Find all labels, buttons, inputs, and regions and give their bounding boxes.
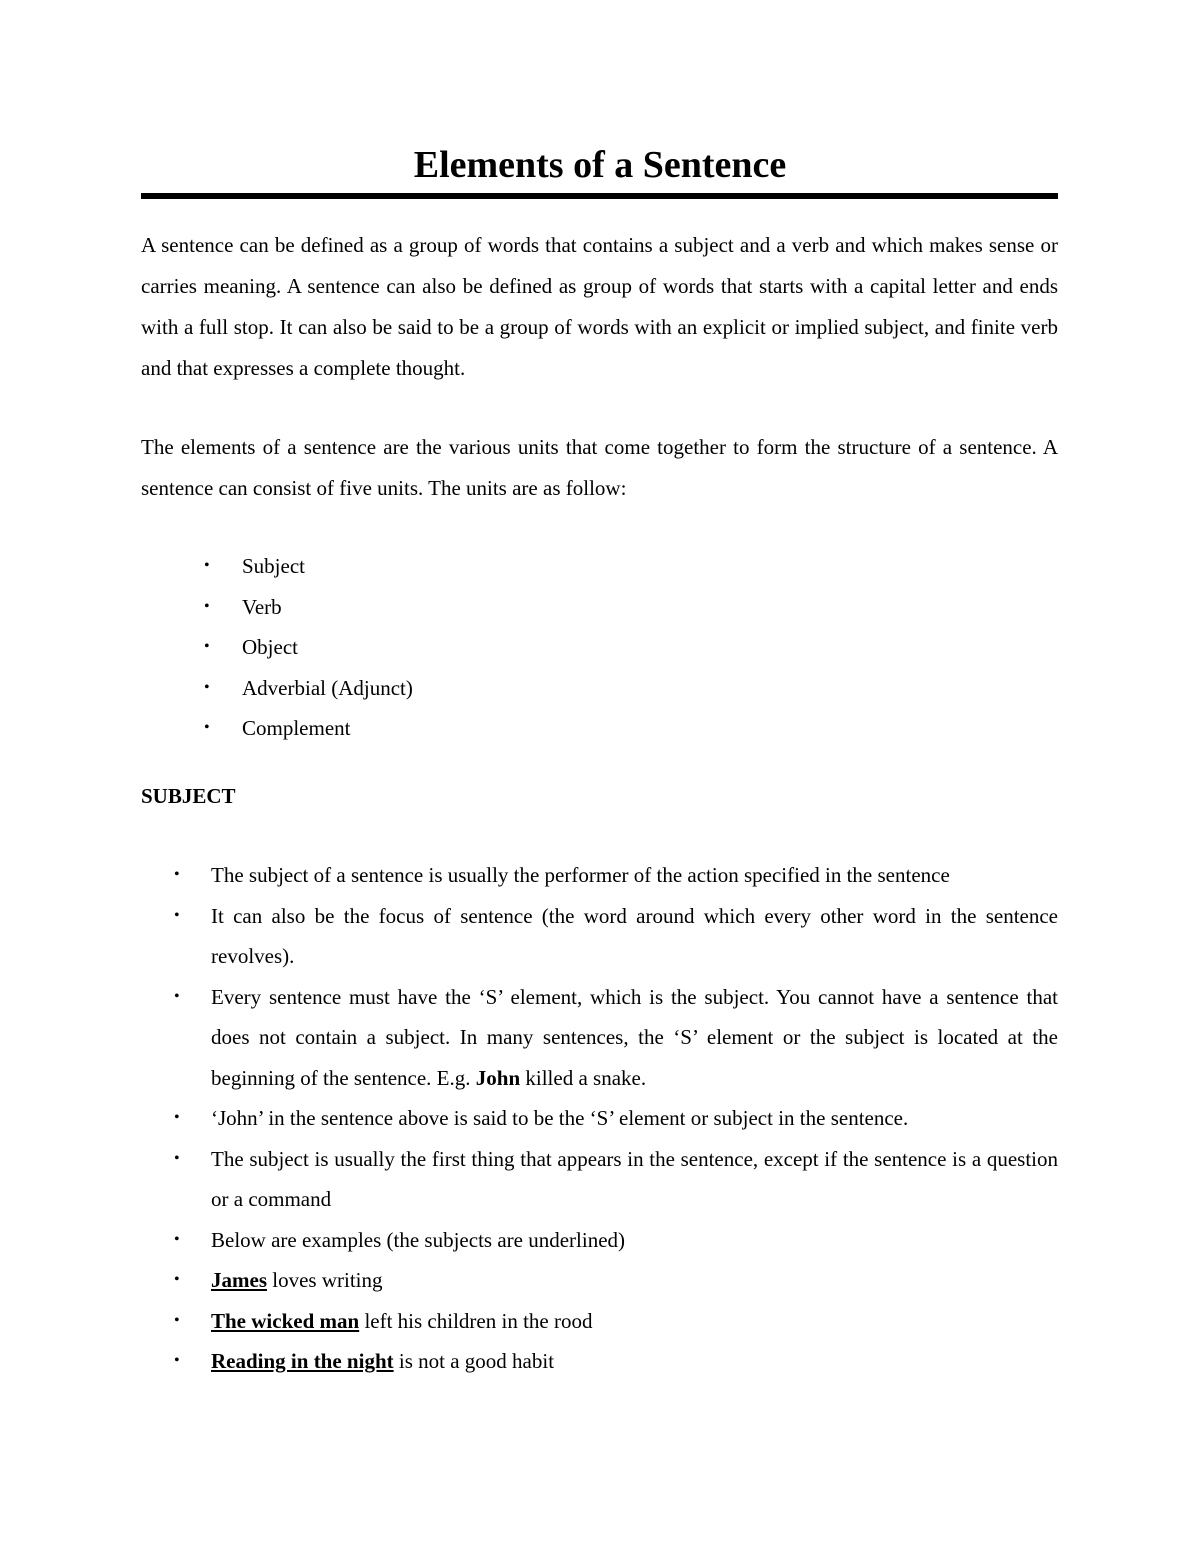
bullet-icon: • — [174, 906, 180, 924]
point-text: It can also be the focus of sentence (the word around which every other word in the sentence revolves). — [211, 903, 1058, 968]
subject-points-list — [174, 855, 1058, 1382]
point-text: Below are examples (the subjects are underlined) — [211, 1227, 626, 1252]
example-rest: left his children in the rood — [359, 1308, 593, 1333]
list-item — [174, 896, 1058, 977]
point-text: ‘John’ in the sentence above is said to be the ‘S’ element or subject in the sentence. — [211, 1106, 909, 1130]
elements-paragraph: The elements of a sentence are the various units that come together to form the structure of a sentence. A sentence can consist of five units. The units are as follow: — [141, 435, 1058, 500]
bullet-icon: • — [174, 987, 180, 1005]
example-subject: Reading in the night — [211, 1349, 394, 1373]
point-text-tail: killed a snake. — [520, 1065, 647, 1090]
bullet-icon: • — [204, 719, 210, 736]
units-list — [204, 546, 942, 749]
subject-heading: SUBJECT — [141, 784, 236, 808]
list-item — [174, 1098, 1058, 1139]
bullet-icon: • — [174, 1352, 180, 1369]
point-text: The subject of a sentence is usually the performer of the action specified in the sentence — [211, 863, 950, 887]
list-item — [204, 546, 942, 587]
list-item — [174, 1220, 1058, 1261]
bullet-icon: • — [174, 1271, 180, 1288]
example-item — [174, 1260, 1058, 1301]
intro-paragraph: A sentence can be defined as a group of words that contains a subject and a verb and which makes sense or carries meaning. A sentence can also be defined as group of words that starts with a capital letter and ends with a full stop. It can also be said to be a group of words with an explicit or implied subject, and finite verb and that expresses a complete thought. — [141, 233, 1058, 380]
bullet-icon: • — [204, 638, 210, 655]
list-item — [204, 587, 942, 628]
bullet-icon: • — [174, 1230, 180, 1248]
page-title: Elements of a Sentence — [413, 144, 787, 186]
bullet-icon: • — [174, 1109, 180, 1126]
bullet-icon: • — [174, 1149, 180, 1167]
bullet-icon: • — [204, 597, 210, 615]
example-subject: James — [211, 1268, 267, 1292]
example-item — [174, 1341, 1058, 1382]
point-text: The subject is usually the first thing that appears in the sentence, except if the sentence is a question or a command — [211, 1146, 1058, 1211]
bullet-icon: • — [174, 1311, 180, 1329]
point-text: Every sentence must have the ‘S’ element, which is the subject. You cannot have a sentence that does not contain a subject. In many sentences, the ‘S’ element or the subject is located at the beginning of the sentence. E.g. — [211, 984, 1058, 1090]
list-item — [204, 708, 942, 749]
example-subject: The wicked man — [211, 1308, 360, 1333]
unit-label: Subject — [242, 554, 305, 578]
example-rest: loves writing — [267, 1268, 383, 1292]
unit-label: Complement — [242, 716, 351, 740]
unit-label: Verb — [242, 594, 282, 619]
bullet-icon: • — [204, 678, 210, 696]
example-subject-bold: John — [475, 1065, 521, 1090]
example-rest: is not a good habit — [393, 1349, 555, 1373]
title-underline-rule — [141, 193, 1058, 199]
list-item — [174, 1139, 1058, 1220]
unit-label: Adverbial (Adjunct) — [242, 675, 413, 700]
list-item — [174, 855, 1058, 896]
bullet-icon: • — [174, 866, 180, 883]
unit-label: Object — [242, 635, 298, 659]
list-item — [204, 668, 942, 709]
list-item — [204, 627, 942, 668]
example-item — [174, 1301, 1058, 1342]
list-item — [174, 977, 1058, 1099]
bullet-icon: • — [204, 557, 210, 574]
